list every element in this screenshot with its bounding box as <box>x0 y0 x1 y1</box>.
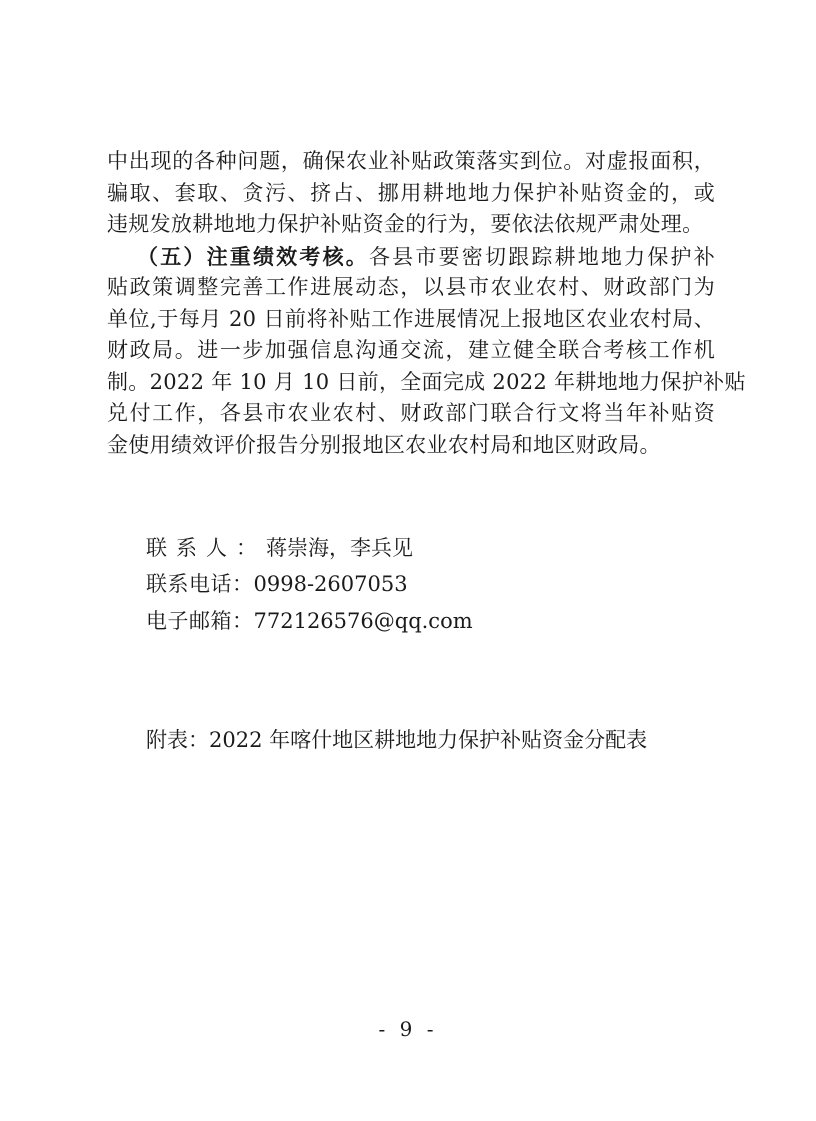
contact-person-label: 联系人： <box>146 536 266 560</box>
text-line: 贴政策调整完善工作进展动态，以县市农业农村、财政部门为 <box>107 275 715 299</box>
section-first-line <box>107 241 715 273</box>
text-line: 制。2022 年 10 月 10 日前，全面完成 2022 年耕地地力保护补贴 <box>107 369 746 394</box>
text-line: 中出现的各种问题，确保农业补贴政策落实到位。对虚报面积， <box>107 149 715 173</box>
contact-phone-label: 联系电话： <box>146 572 254 596</box>
text-line: 违规发放耕地地力保护补贴资金的行为，要依法依规严肃处理。 <box>107 212 704 236</box>
section-first-line-text: 各县市要密切跟踪耕地地力保护补 <box>368 244 716 269</box>
page-number: - 9 - <box>378 1017 438 1041</box>
text-line: 骗取、套取、贪污、挤占、挪用耕地地力保护补贴资金的，或 <box>107 180 715 205</box>
text-line: 兑付工作，各县市农业农村、财政部门联合行文将当年补贴资 <box>107 401 715 425</box>
contact-person-value: 蒋崇海，李兵见 <box>266 536 413 560</box>
body-text <box>107 146 746 461</box>
text-line: 财政局。进一步加强信息沟通交流，建立健全联合考核工作机 <box>107 338 715 362</box>
contact-email <box>146 606 473 636</box>
contact-phone-value: 0998-2607053 <box>253 572 408 596</box>
contact-email-label: 电子邮箱： <box>146 609 254 633</box>
text-line: 金使用绩效评价报告分别报地区农业农村局和地区财政局。 <box>107 432 661 457</box>
section-heading: （五）注重绩效考核。 <box>137 243 369 269</box>
text-line: 单位,于每月 20 日前将补贴工作进展情况上报地区农业农村局、 <box>107 306 715 331</box>
contact-email-value: 772126576@qq.com <box>253 609 473 633</box>
contact-person <box>146 533 413 563</box>
contact-phone <box>146 569 408 599</box>
annex-line: 附表：2022 年喀什地区耕地地力保护补贴资金分配表 <box>146 728 648 752</box>
